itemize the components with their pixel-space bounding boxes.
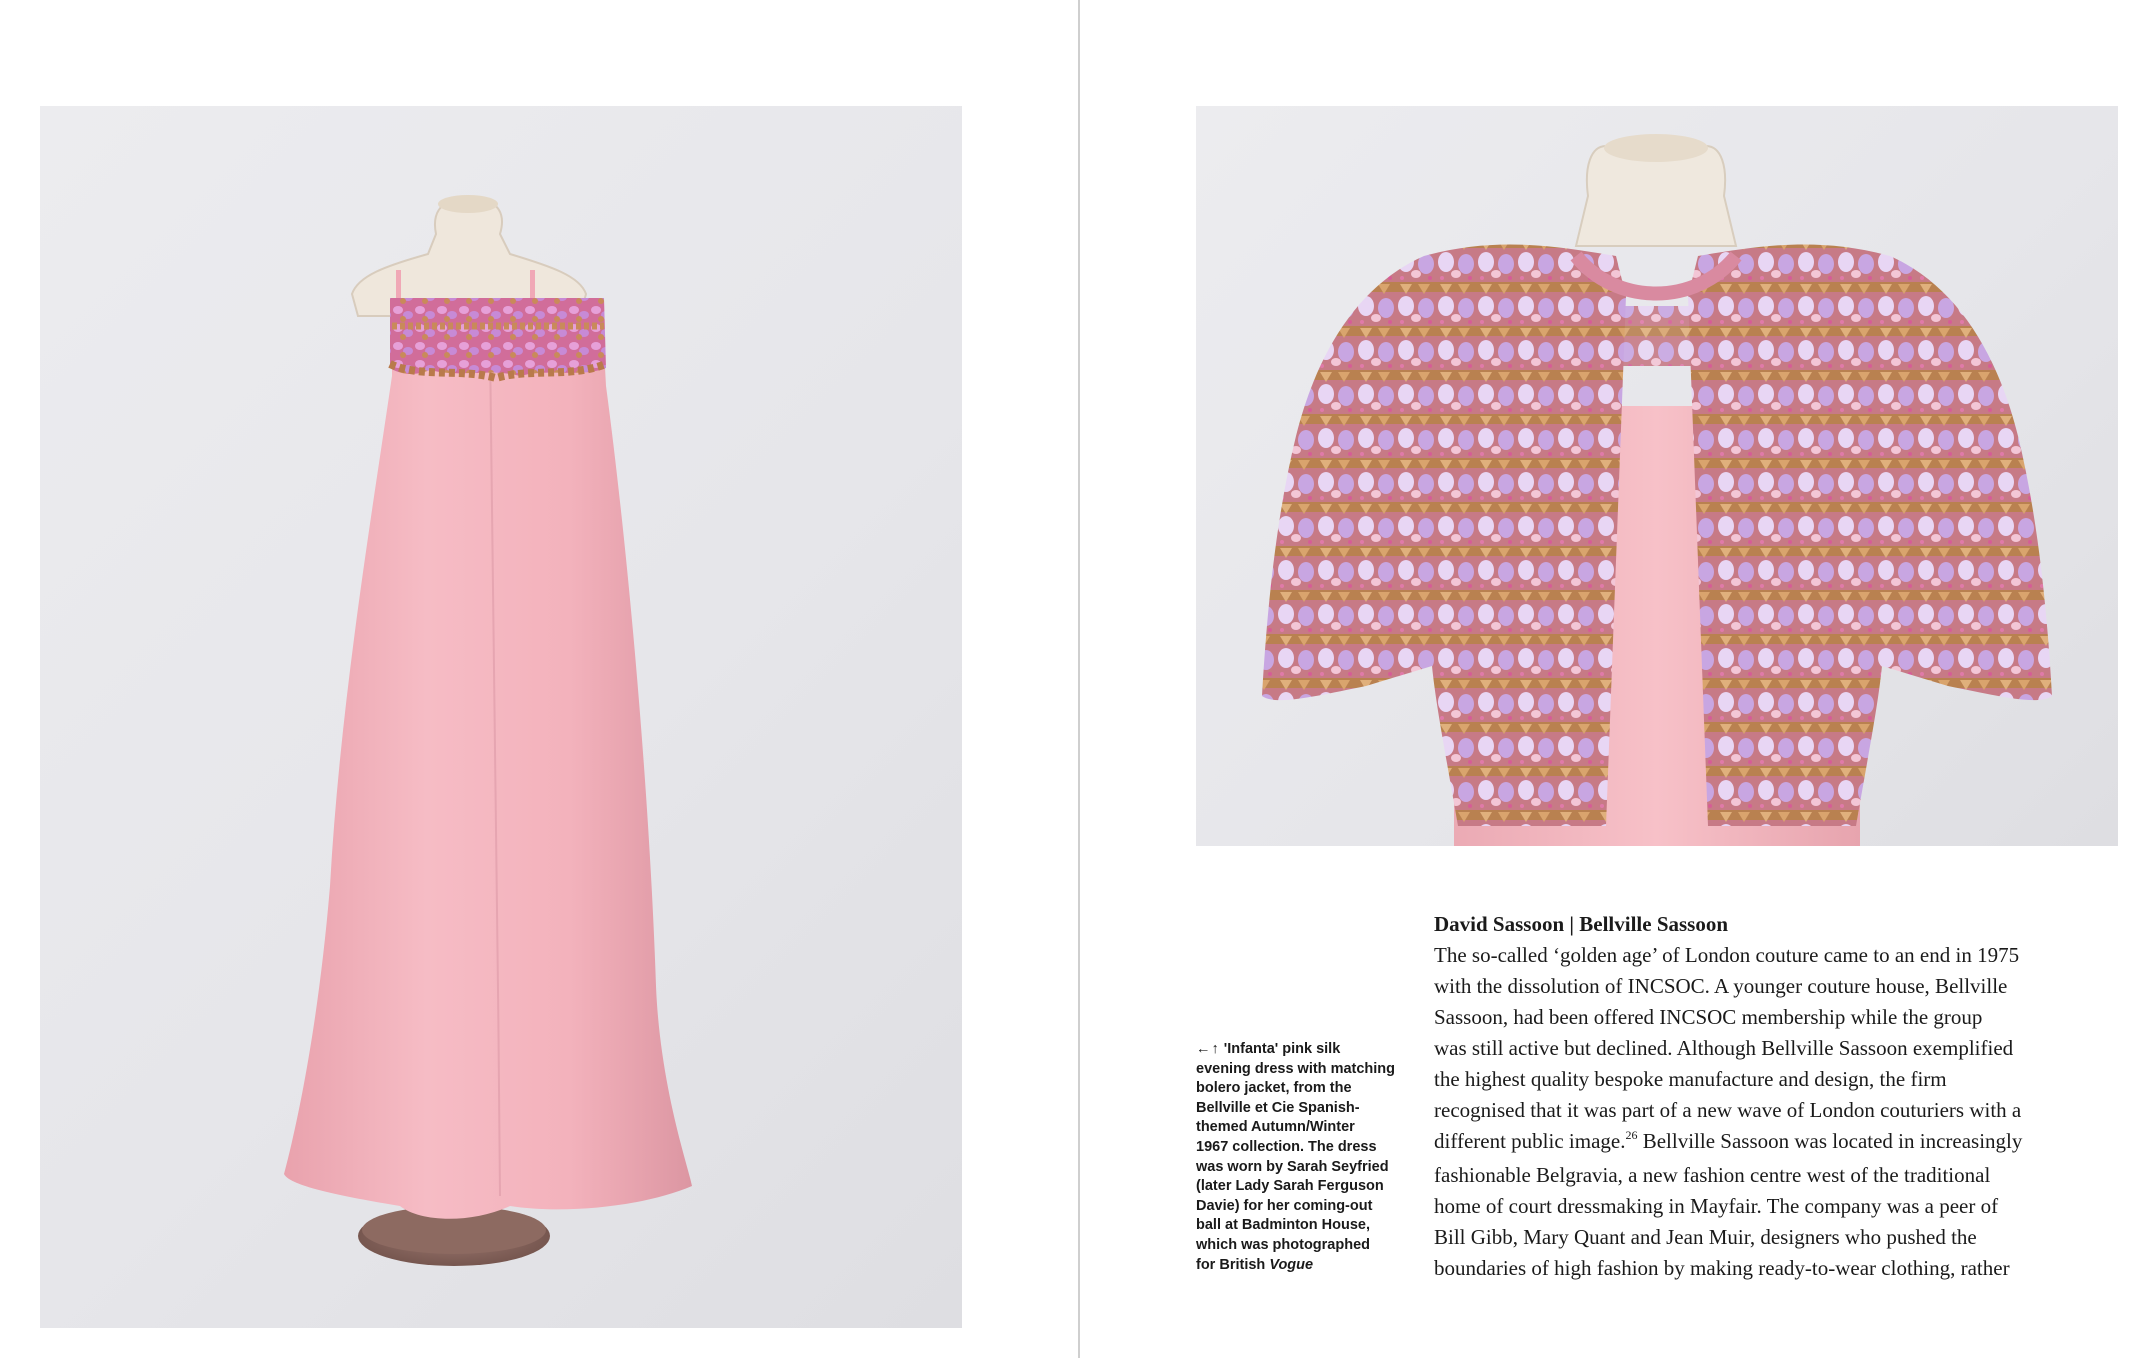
page-gutter xyxy=(1078,0,1080,1358)
caption-line: for British Vogue xyxy=(1196,1256,1314,1273)
caption-line: themed Autumn/Winter xyxy=(1196,1119,1355,1136)
article-heading: David Sassoon | Bellville Sassoon xyxy=(1434,912,1729,936)
body-line: Sassoon, had been offered INCSOC membership while the group xyxy=(1434,1005,1983,1029)
dress-illustration xyxy=(40,106,962,1328)
dress-photo xyxy=(40,106,962,1328)
caption-line: evening dress with matching xyxy=(1196,1060,1396,1077)
body-line: home of court dressmaking in Mayfair. The company was a peer of xyxy=(1434,1194,1999,1218)
body-line: The so-called ‘golden age’ of London couture came to an end in 1975 xyxy=(1434,943,2020,967)
photo-caption xyxy=(1196,1040,1406,1275)
caption-line: which was photographed xyxy=(1196,1236,1371,1253)
body-line: Bill Gibb, Mary Quant and Jean Muir, designers who pushed the xyxy=(1434,1225,1977,1249)
caption-line: 1967 collection. The dress xyxy=(1196,1138,1377,1155)
body-line: different public image.$^{26}$ Bellville Sassoon was located in increasingly xyxy=(1434,1128,2023,1153)
body-line: fashionable Belgravia, a new fashion centre west of the traditional xyxy=(1434,1163,1991,1187)
body-line: boundaries of high fashion by making ready-to-wear clothing, rather xyxy=(1434,1256,2010,1280)
caption-line: bolero jacket, from the xyxy=(1196,1080,1352,1097)
caption-line: was worn by Sarah Seyfried xyxy=(1196,1158,1389,1175)
caption-line: ball at Badminton House, xyxy=(1196,1217,1371,1234)
footnote-marker: 26 xyxy=(1625,1128,1638,1142)
caption-arrows: ←↑ xyxy=(1196,1041,1220,1057)
body-line: recognised that it was part of a new wave of London couturiers with a xyxy=(1434,1098,2022,1122)
caption-line: Bellville et Cie Spanish- xyxy=(1196,1099,1360,1116)
caption-italic: Vogue xyxy=(1269,1256,1314,1273)
caption-line: (later Lady Sarah Ferguson xyxy=(1196,1178,1384,1195)
article-body xyxy=(1434,909,2094,1284)
jacket-photo xyxy=(1196,106,2118,846)
caption-line: Davie) for her coming-out xyxy=(1196,1197,1373,1214)
caption-line: ←↑ 'Infanta' pink silk xyxy=(1196,1041,1341,1057)
body-line: with the dissolution of INCSOC. A younger couture house, Bellville xyxy=(1434,974,2008,998)
body-line: was still active but declined. Although Bellville Sassoon exemplified xyxy=(1434,1036,2014,1060)
body-line: the highest quality bespoke manufacture and design, the firm xyxy=(1434,1067,1947,1091)
jacket-illustration xyxy=(1196,106,2118,846)
